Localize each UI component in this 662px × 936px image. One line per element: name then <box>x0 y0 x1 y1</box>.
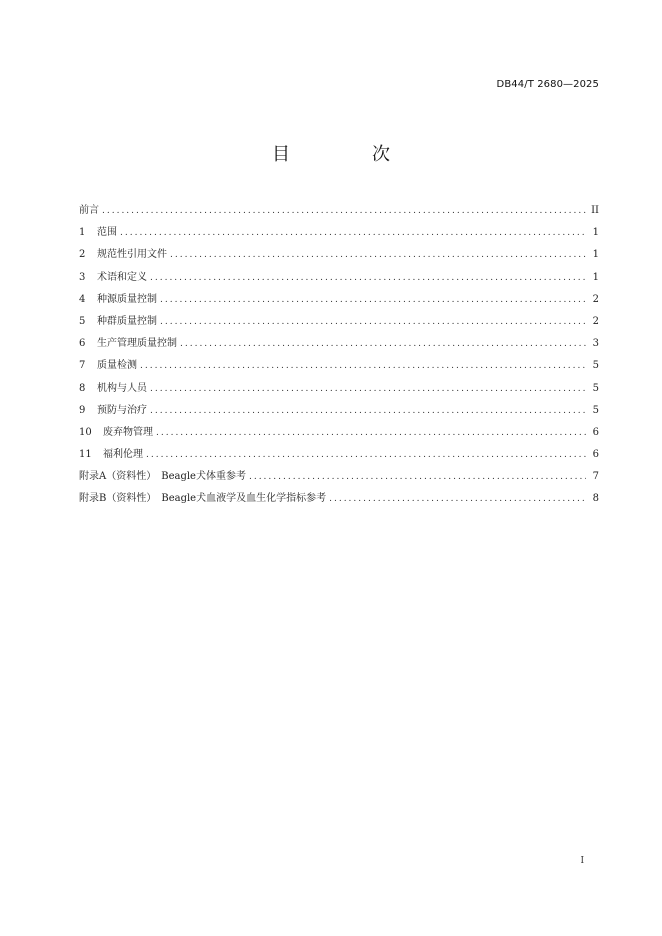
toc-entry-page: 5 <box>592 382 599 394</box>
toc-entry-title: 生产管理质量控制 <box>97 338 177 350</box>
toc-entry-foreword[interactable] <box>79 200 599 222</box>
toc-leader-dots <box>329 488 586 510</box>
page-number: I <box>580 856 584 866</box>
toc-leader-dots <box>249 466 586 488</box>
toc-entry-title: 种源质量控制 <box>97 293 157 305</box>
toc-entry-number: 10 <box>79 426 92 438</box>
toc-leader-dots <box>102 200 586 222</box>
toc-entry-page: 2 <box>592 315 599 327</box>
toc-entry-number: 2 <box>79 249 86 261</box>
toc-entry-appendix-b[interactable] <box>79 488 599 510</box>
toc-entry-1[interactable] <box>79 222 599 244</box>
toc-entry-11[interactable] <box>79 444 599 466</box>
toc-entry-title: 质量检测 <box>97 360 137 372</box>
toc-leader-dots <box>170 244 586 266</box>
toc-leader-dots <box>160 311 586 333</box>
toc-entry-title: 附录A（资料性） Beagle犬体重参考 <box>79 471 246 483</box>
toc-entry-page: 5 <box>592 404 599 416</box>
toc-entry-page: 3 <box>592 338 599 350</box>
toc-entry-title: 福利伦理 <box>103 449 143 461</box>
toc-entry-title: 术语和定义 <box>97 271 147 283</box>
toc-entry-title: 预防与治疗 <box>97 404 147 416</box>
toc-entry-appendix-a[interactable] <box>79 466 599 488</box>
toc-entry-page: 1 <box>592 249 599 261</box>
toc-entry-7[interactable] <box>79 355 599 377</box>
toc-entry-9[interactable] <box>79 400 599 422</box>
toc-entry-2[interactable] <box>79 244 599 266</box>
toc-entry-title: 机构与人员 <box>97 382 147 394</box>
toc-entry-number: 1 <box>79 227 86 239</box>
toc-leader-dots <box>150 267 586 289</box>
toc-entry-number: 8 <box>79 382 86 394</box>
toc-leader-dots <box>140 355 586 377</box>
toc-entry-page: 6 <box>592 449 599 461</box>
toc-entry-title: 规范性引用文件 <box>97 249 167 261</box>
toc-entry-page: 7 <box>592 471 599 483</box>
toc-leader-dots <box>180 333 586 355</box>
toc-entry-page: 1 <box>592 271 599 283</box>
toc-entry-page: 8 <box>592 493 599 505</box>
toc-leader-dots <box>150 400 586 422</box>
toc-entry-number: 6 <box>79 338 86 350</box>
toc-entry-6[interactable] <box>79 333 599 355</box>
toc-leader-dots <box>160 289 586 311</box>
toc-entry-3[interactable] <box>79 267 599 289</box>
toc-entry-number: 9 <box>79 404 86 416</box>
toc-entry-title: 废弃物管理 <box>103 426 153 438</box>
toc-entry-5[interactable] <box>79 311 599 333</box>
toc-entry-page: 6 <box>592 426 599 438</box>
toc-leader-dots <box>156 422 586 444</box>
toc-entry-page: 5 <box>592 360 599 372</box>
toc-leader-dots <box>120 222 586 244</box>
toc-entry-number: 11 <box>79 449 92 461</box>
standard-code: DB44/T 2680—2025 <box>496 79 599 90</box>
toc-entry-page: 1 <box>592 227 599 239</box>
toc-entry-title: 种群质量控制 <box>97 315 157 327</box>
table-of-contents <box>79 200 599 511</box>
toc-entry-number: 7 <box>79 360 86 372</box>
toc-entry-number: 3 <box>79 271 86 283</box>
toc-entry-number: 4 <box>79 293 86 305</box>
toc-entry-number: 5 <box>79 315 86 327</box>
toc-entry-title: 前言 <box>79 205 99 216</box>
toc-entry-4[interactable] <box>79 289 599 311</box>
toc-title: 目 次 <box>272 144 422 165</box>
toc-leader-dots <box>150 378 586 400</box>
toc-leader-dots <box>146 444 586 466</box>
toc-entry-10[interactable] <box>79 422 599 444</box>
toc-entry-title: 附录B（资料性） Beagle犬血液学及血生化学指标参考 <box>79 493 327 505</box>
toc-entry-page: II <box>591 205 599 216</box>
toc-entry-8[interactable] <box>79 378 599 400</box>
toc-entry-title: 范围 <box>97 227 117 239</box>
toc-entry-page: 2 <box>592 293 599 305</box>
